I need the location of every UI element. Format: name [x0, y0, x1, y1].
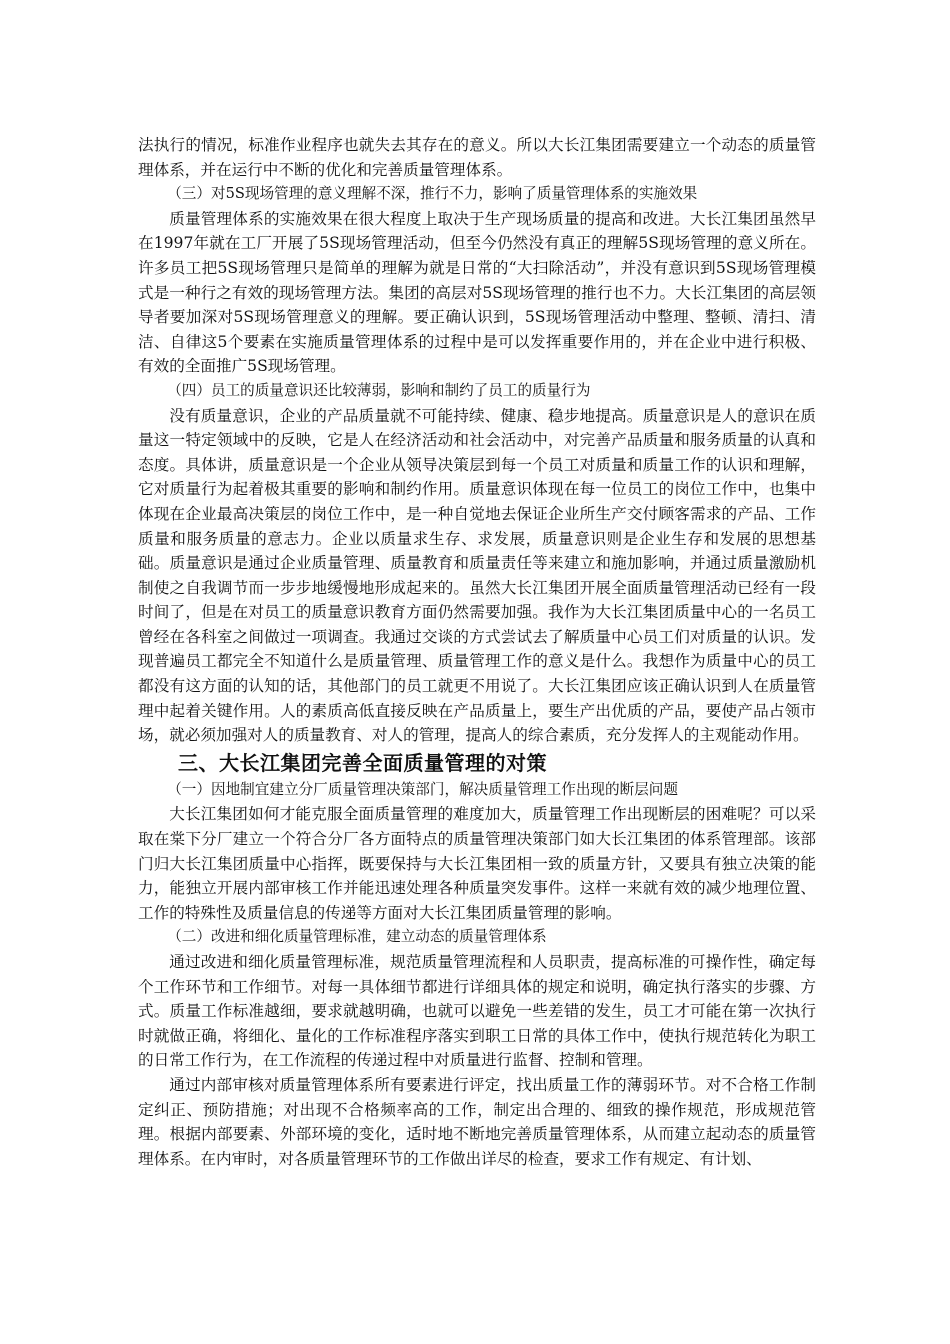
paragraph-internal-audit: 通过内部审核对质量管理体系所有要素进行评定，找出质量工作的薄弱环节。对不合格工作制定纠正、预防措施；对出现不合格频率高的工作，制定出合理的、细致的操作规范，形成规范管理。根据内部要素、外部环境的变化，适时地不断地完善质量管理体系，从而建立起动态的质量管理体系。在内审时，对各质量管理环节的工作做出详尽的检查，要求工作有规定、有计划、 [138, 1075, 816, 1168]
subheading-refine-standards: （二）改进和细化质量管理标准，建立动态的质量管理体系 [167, 928, 547, 946]
paragraph-branch-decision-dept: 大长江集团如何才能克服全面质量管理的难度加大，质量管理工作出现断层的困难呢？可以采取在棠下分厂建立一个符合分厂各方面特点的质量管理决策部门如大长江集团的体系管理部。该部门归大长江集团质量中心指挥，既要保持与大长江集团相一致的质量方针，又要具有独立决策的能力，能独立开展内部审核工作并能迅速处理各种质量突发事件。这样一来就有效的减少地理位置、工作的特殊性及质量信息的传递等方面对大长江集团质量管理的影响。 [138, 805, 816, 922]
paragraph-refine-standards: 通过改进和细化质量管理标准，规范质量管理流程和人员职责，提高标准的可操作性，确定每个工作环节和工作细节。对每一具体细节都进行详细具体的规定和说明，确定执行落实的步骤、方式。质量工作标准越细，要求就越明确，也就可以避免一些差错的发生，员工才可能在第一次执行时就做正确，将细化、量化的工作标准程序落实到职工日常的具体工作中，使执行规范转化为职工的日常工作行为，在工作流程的传递过程中对质量进行监督、控制和管理。 [138, 953, 816, 1070]
subheading-branch-decision-dept: （一）因地制宜建立分厂质量管理决策部门，解决质量管理工作出现的断层问题 [167, 780, 678, 798]
paragraph-quality-awareness: 没有质量意识，企业的产品质量就不可能持续、健康、稳步地提高。质量意识是人的意识在质量这一特定领域中的反映，它是人在经济活动和社会活动中，对完善产品质量和服务质量的认真和态度。具体讲，质量意识是一个企业从领导决策层到每一个员工对质量和质量工作的认识和理解，它对质量行为起着极其重要的影响和制约作用。质量意识体现在每一位员工的岗位工作中，也集中体现在企业最高决策层的岗位工作中，是一种自觉地去保证企业所生产交付顾客需求的产品、工作质量和服务质量的意志力。企业以质量求生存、求发展，质量意识则是企业生存和发展的思想基础。质量意识是通过企业质量管理、质量教育和质量责任等来建立和施加影响，并通过质量激励机制使之自我调节而一步步地缓慢地形成起来的。虽然大长江集团开展全面质量管理活动已经有一段时间了，但是在对员工的质量意识教育方面仍然需要加强。我作为大长江集团质量中心的一名员工曾经在各科室之间做过一项调查。我通过交谈的方式尝试去了解质量中心员工们对质量的认识。发现普遍员工都完全不知道什么是质量管理、质量管理工作的意义是什么。我想作为质量中心的员工都没有这方面的认知的话，其他部门的员工就更不用说了。大长江集团应该正确认识到人在质量管理中起着关键作用。人的素质高低直接反映在产品质量上，要生产出优质的产品，要使产品占领市场，就必须加强对人的质量教育、对人的管理，提高人的综合素质，充分发挥人的主观能动作用。 [138, 406, 816, 745]
document-page [138, 133, 816, 1171]
subheading-quality-awareness: （四）员工的质量意识还比较薄弱，影响和制约了员工的质量行为 [167, 381, 591, 399]
paragraph-5s-management: 质量管理体系的实施效果在很大程度上取决于生产现场质量的提高和改进。大长江集团虽然早在1997年就在工厂开展了5S现场管理活动，但至今仍然没有真正的理解5S现场管理的意义所在。许多员工把5S现场管理只是简单的理解为就是日常的“大扫除活动”，并没有意识到5S现场管理模式是一种行之有效的现场管理方法。集团的高层对5S现场管理的推行也不力。大长江集团的高层领导者要加深对5S现场管理意义的理解。要正确认识到，5S现场管理活动中整理、整顿、清扫、清洁、自律这5个要素在实施质量管理体系的过程中是可以发挥重要作用的，并在企业中进行积极、有效的全面推广5S现场管理。 [138, 209, 816, 376]
paragraph-continuation: 法执行的情况，标准作业程序也就失去其存在的意义。所以大长江集团需要建立一个动态的质量管理体系，并在运行中不断的优化和完善质量管理体系。 [138, 136, 816, 179]
section-heading-countermeasures: 三、大长江集团完善全面质量管理的对策 [178, 750, 547, 775]
subheading-5s-management: （三）对5S现场管理的意义理解不深，推行不力，影响了质量管理体系的实施效果 [167, 185, 698, 203]
